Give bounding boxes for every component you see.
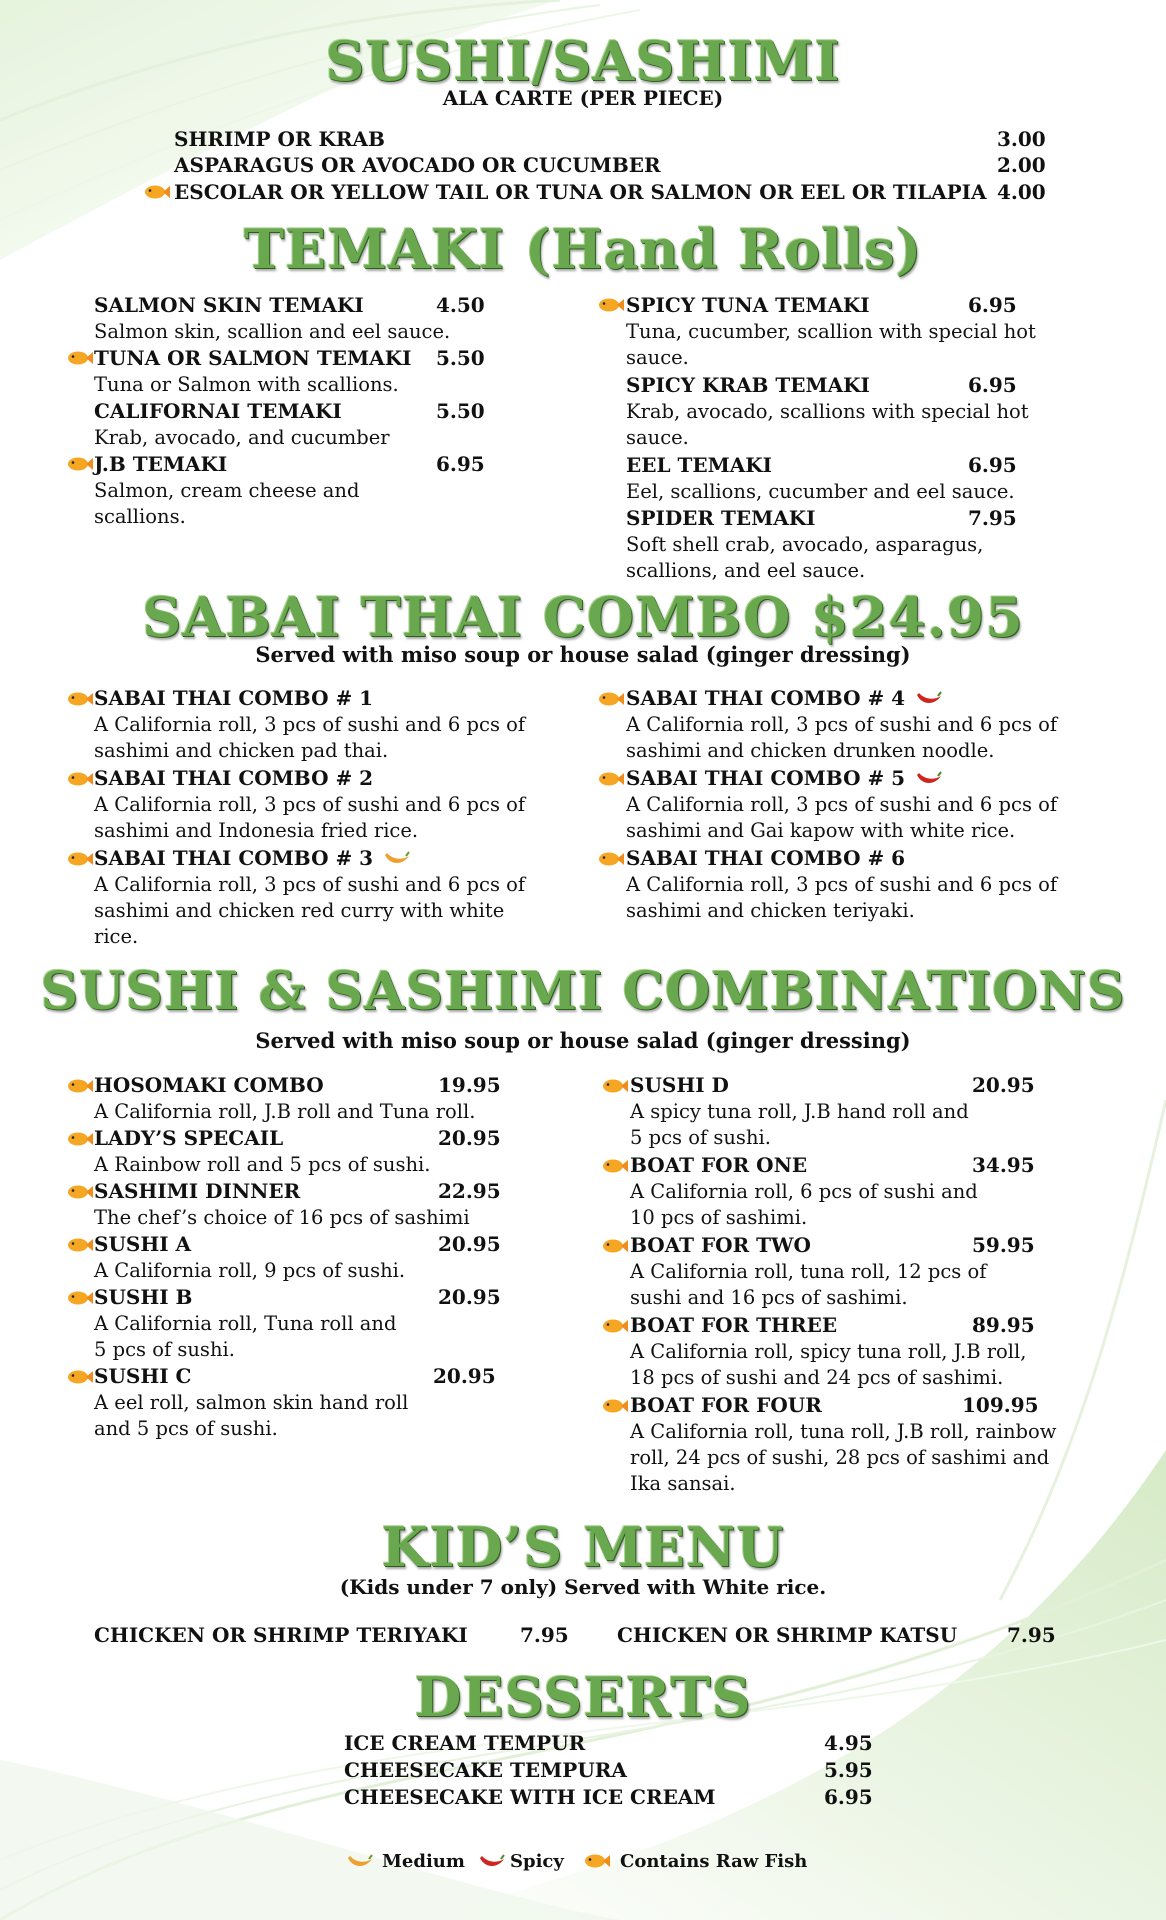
sabai-combo-list bbox=[0, 685, 1166, 948]
item-name: SUSHI D bbox=[630, 1073, 729, 1097]
item-description: Eel, scallions, cucumber and eel sauce. bbox=[626, 480, 1015, 503]
item-price: 6.95 bbox=[968, 373, 1017, 397]
raw-fish-icon bbox=[598, 297, 626, 315]
temaki-list bbox=[0, 292, 1166, 582]
item-description: and 5 pcs of sushi. bbox=[94, 1417, 278, 1440]
item-name: CHEESECAKE TEMPURA bbox=[344, 1758, 627, 1782]
item-name: SALMON SKIN TEMAKI bbox=[94, 293, 364, 317]
raw-fish-icon bbox=[67, 1184, 95, 1202]
item-price: 7.95 bbox=[1007, 1623, 1056, 1647]
item-name: SUSHI C bbox=[94, 1364, 192, 1388]
item-description: 5 pcs of sushi. bbox=[630, 1126, 771, 1149]
section-title-sushi-sashimi: SUSHI/SASHIMI bbox=[325, 29, 841, 93]
item-name: TUNA OR SALMON TEMAKI bbox=[94, 346, 412, 370]
section-title-combinations: SUSHI & SASHIMI COMBINATIONS bbox=[40, 961, 1126, 1022]
item-description: sauce. bbox=[626, 426, 689, 449]
section-title-desserts: DESSERTS bbox=[414, 1665, 752, 1729]
combo-name: SABAI THAI COMBO # 5 bbox=[626, 766, 906, 790]
item-name: SPICY KRAB TEMAKI bbox=[626, 373, 870, 397]
item-name: EEL TEMAKI bbox=[626, 453, 773, 477]
raw-fish-icon bbox=[67, 1131, 95, 1149]
raw-fish-icon bbox=[602, 1318, 630, 1336]
item-name: BOAT FOR FOUR bbox=[630, 1393, 822, 1417]
combo-name: SABAI THAI COMBO # 4 bbox=[626, 686, 906, 710]
section-subtitle-ala-carte: ALA CARTE (PER PIECE) bbox=[442, 86, 724, 110]
raw-fish-icon bbox=[67, 456, 95, 474]
item-name: SPIDER TEMAKI bbox=[626, 506, 816, 530]
item-name: J.B TEMAKI bbox=[94, 452, 228, 476]
item-name: SHRIMP OR KRAB bbox=[174, 127, 385, 151]
item-name bbox=[626, 765, 942, 793]
raw-fish-icon bbox=[144, 184, 172, 202]
item-price: 6.95 bbox=[968, 453, 1017, 477]
raw-fish-icon bbox=[598, 691, 626, 709]
item-description: roll, 24 pcs of sushi, 28 pcs of sashimi and bbox=[630, 1446, 1050, 1469]
item-price: 20.95 bbox=[438, 1232, 501, 1256]
raw-fish-icon bbox=[67, 1369, 95, 1387]
item-name bbox=[626, 685, 942, 713]
item-name: ESCOLAR OR YELLOW TAIL OR TUNA OR SALMON OR EEL OR TILAPIA bbox=[174, 180, 987, 204]
item-name: SPICY TUNA TEMAKI bbox=[626, 293, 870, 317]
item-price: 6.95 bbox=[824, 1785, 873, 1809]
item-description: 5 pcs of sushi. bbox=[94, 1338, 235, 1361]
combo-name: SABAI THAI COMBO # 3 bbox=[94, 846, 374, 870]
item-price: 59.95 bbox=[972, 1233, 1035, 1257]
item-description: sashimi and Indonesia fried rice. bbox=[94, 819, 419, 842]
spicy-chili-icon bbox=[916, 687, 942, 713]
item-price: 2.00 bbox=[997, 153, 1046, 177]
item-name: CHEESECAKE WITH ICE CREAM bbox=[344, 1785, 716, 1809]
item-description: sashimi and chicken pad thai. bbox=[94, 739, 389, 762]
item-name: HOSOMAKI COMBO bbox=[94, 1073, 324, 1097]
item-name: CHICKEN OR SHRIMP KATSU bbox=[617, 1623, 958, 1647]
raw-fish-icon bbox=[602, 1238, 630, 1256]
raw-fish-icon bbox=[67, 1078, 95, 1096]
icon-legend bbox=[346, 1850, 866, 1880]
item-price: 4.95 bbox=[824, 1731, 873, 1755]
section-subtitle-kids: (Kids under 7 only) Served with White rice. bbox=[339, 1575, 827, 1599]
item-name: SABAI THAI COMBO # 6 bbox=[626, 846, 906, 870]
item-price: 22.95 bbox=[438, 1179, 501, 1203]
item-description: Salmon skin, scallion and eel sauce. bbox=[94, 320, 451, 343]
item-name: ASPARAGUS OR AVOCADO OR CUCUMBER bbox=[174, 153, 661, 177]
item-description: Ika sansai. bbox=[630, 1472, 736, 1495]
legend-raw-fish-label: Contains Raw Fish bbox=[620, 1851, 808, 1872]
item-name: ICE CREAM TEMPUR bbox=[344, 1731, 586, 1755]
raw-fish-icon bbox=[584, 1853, 610, 1873]
item-name: BOAT FOR THREE bbox=[630, 1313, 838, 1337]
item-name: BOAT FOR ONE bbox=[630, 1153, 808, 1177]
item-description: The chef’s choice of 16 pcs of sashimi bbox=[94, 1206, 470, 1229]
raw-fish-icon bbox=[67, 691, 95, 709]
item-price: 4.50 bbox=[436, 293, 485, 317]
item-description: A California roll, Tuna roll and bbox=[94, 1312, 397, 1335]
item-description: scallions. bbox=[94, 505, 186, 528]
item-description: A California roll, 3 pcs of sushi and 6 pcs of bbox=[94, 793, 526, 816]
item-description: Tuna, cucumber, scallion with special hot bbox=[626, 320, 1036, 343]
item-price: 20.95 bbox=[438, 1126, 501, 1150]
item-description: A California roll, 3 pcs of sushi and 6 pcs of bbox=[626, 793, 1058, 816]
item-description: A California roll, tuna roll, J.B roll, rainbow bbox=[630, 1420, 1057, 1443]
item-name: CALIFORNAI TEMAKI bbox=[94, 399, 342, 423]
section-subtitle-combinations: Served with miso soup or house salad (ginger dressing) bbox=[255, 1028, 911, 1053]
item-price: 20.95 bbox=[433, 1364, 496, 1388]
item-description: A California roll, 3 pcs of sushi and 6 pcs of bbox=[626, 873, 1058, 896]
raw-fish-icon bbox=[67, 1237, 95, 1255]
item-description: A California roll, J.B roll and Tuna roll. bbox=[94, 1100, 476, 1123]
item-price: 20.95 bbox=[972, 1073, 1035, 1097]
raw-fish-icon bbox=[67, 350, 95, 368]
item-description: sauce. bbox=[626, 346, 689, 369]
item-description: A California roll, 3 pcs of sushi and 6 pcs of bbox=[94, 713, 526, 736]
section-title-sabai-thai-combo: SABAI THAI COMBO $24.95 bbox=[142, 585, 1024, 649]
section-subtitle-sabai: Served with miso soup or house salad (ginger dressing) bbox=[255, 642, 911, 667]
item-description: sushi and 16 pcs of sashimi. bbox=[630, 1286, 908, 1309]
item-price: 89.95 bbox=[972, 1313, 1035, 1337]
item-name: BOAT FOR TWO bbox=[630, 1233, 811, 1257]
item-description: sashimi and chicken drunken noodle. bbox=[626, 739, 995, 762]
raw-fish-icon bbox=[602, 1158, 630, 1176]
item-price: 19.95 bbox=[438, 1073, 501, 1097]
spicy-chili-icon bbox=[478, 1854, 506, 1874]
item-name: SASHIMI DINNER bbox=[94, 1179, 301, 1203]
item-description: Salmon, cream cheese and bbox=[94, 479, 360, 502]
item-name: SABAI THAI COMBO # 1 bbox=[94, 686, 374, 710]
raw-fish-icon bbox=[598, 851, 626, 869]
raw-fish-icon bbox=[598, 771, 626, 789]
item-description: A California roll, tuna roll, 12 pcs of bbox=[630, 1260, 987, 1283]
item-description: Tuna or Salmon with scallions. bbox=[94, 373, 399, 396]
item-description: A California roll, 9 pcs of sushi. bbox=[94, 1259, 406, 1282]
item-price: 109.95 bbox=[962, 1393, 1039, 1417]
item-name: SUSHI A bbox=[94, 1232, 192, 1256]
item-name bbox=[94, 845, 410, 873]
raw-fish-icon bbox=[67, 1290, 95, 1308]
item-name: LADY’S SPECAIL bbox=[94, 1126, 284, 1150]
item-description: A California roll, spicy tuna roll, J.B roll, bbox=[630, 1340, 1027, 1363]
raw-fish-icon bbox=[67, 851, 95, 869]
item-price: 5.50 bbox=[436, 346, 485, 370]
item-description: Krab, avocado, and cucumber bbox=[94, 426, 390, 449]
item-description: A California roll, 3 pcs of sushi and 6 pcs of bbox=[94, 873, 526, 896]
medium-pepper-icon bbox=[346, 1854, 374, 1874]
item-price: 7.95 bbox=[968, 506, 1017, 530]
item-price: 34.95 bbox=[972, 1153, 1035, 1177]
item-price: 4.00 bbox=[997, 180, 1046, 204]
item-description: sashimi and chicken teriyaki. bbox=[626, 899, 915, 922]
raw-fish-icon bbox=[67, 771, 95, 789]
item-price: 7.95 bbox=[520, 1623, 569, 1647]
item-price: 5.50 bbox=[436, 399, 485, 423]
raw-fish-icon bbox=[602, 1398, 630, 1416]
item-description: 10 pcs of sashimi. bbox=[630, 1206, 808, 1229]
item-description: A spicy tuna roll, J.B hand roll and bbox=[630, 1100, 969, 1123]
item-price: 20.95 bbox=[438, 1285, 501, 1309]
item-description: rice. bbox=[94, 925, 139, 948]
item-description: Krab, avocado, scallions with special hot bbox=[626, 400, 1029, 423]
medium-pepper-icon bbox=[384, 847, 410, 873]
item-price: 6.95 bbox=[436, 452, 485, 476]
item-price: 3.00 bbox=[997, 127, 1046, 151]
item-description: A Rainbow roll and 5 pcs of sushi. bbox=[94, 1153, 431, 1176]
item-description: A California roll, 3 pcs of sushi and 6 pcs of bbox=[626, 713, 1058, 736]
item-description: sashimi and chicken red curry with white bbox=[94, 899, 505, 922]
item-description: A California roll, 6 pcs of sushi and bbox=[630, 1180, 978, 1203]
item-description: A eel roll, salmon skin hand roll bbox=[94, 1391, 409, 1414]
item-price: 5.95 bbox=[824, 1758, 873, 1782]
section-title-kids-menu: KID’S MENU bbox=[381, 1515, 785, 1579]
item-description: scallions, and eel sauce. bbox=[626, 559, 866, 582]
legend-spicy-label: Spicy bbox=[510, 1851, 564, 1872]
spicy-chili-icon bbox=[916, 767, 942, 793]
item-name: SUSHI B bbox=[94, 1285, 193, 1309]
item-description: 18 pcs of sushi and 24 pcs of sashimi. bbox=[630, 1366, 1004, 1389]
item-description: sashimi and Gai kapow with white rice. bbox=[626, 819, 1016, 842]
section-title-temaki: TEMAKI (Hand Rolls) bbox=[243, 217, 923, 281]
raw-fish-icon bbox=[602, 1078, 630, 1096]
item-description: Soft shell crab, avocado, asparagus, bbox=[626, 533, 984, 556]
item-name: CHICKEN OR SHRIMP TERIYAKI bbox=[94, 1623, 468, 1647]
combinations-list bbox=[0, 1072, 1166, 1502]
item-price: 6.95 bbox=[968, 293, 1017, 317]
item-name: SABAI THAI COMBO # 2 bbox=[94, 766, 374, 790]
legend-medium-label: Medium bbox=[382, 1851, 465, 1872]
